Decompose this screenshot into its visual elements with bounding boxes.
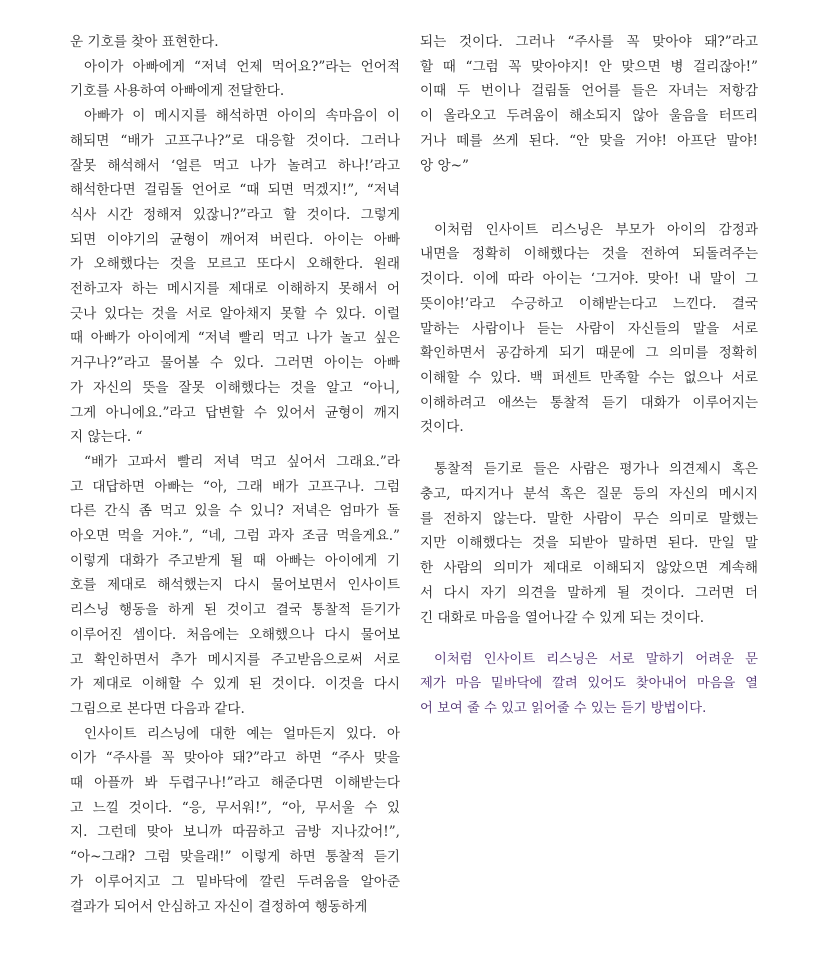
right_column-line: 앙 앙~” — [420, 157, 469, 174]
left_column-line: 이가 “주사를 꼭 맞아야 돼?”라고 하면 “주사 맞을 — [70, 750, 400, 767]
right_column-line: 이처럼 인사이트 리스닝은 서로 말하기 어려운 문 — [434, 651, 758, 667]
left_column-line: 가 제대로 이해할 수 있게 된 것이다. 이것을 다시 — [70, 676, 400, 693]
right_column-line: 확인하면서 공감하게 되기 때문에 그 의미를 정확히 — [420, 345, 758, 362]
left_column-line: 잘못 해석해서 ‘얼른 먹고 나가 놀려고 하나!’라고 — [70, 157, 400, 174]
right_column-line: 되는 것이다. 그러나 “주사를 꼭 맞아야 돼?”라고 — [420, 34, 758, 50]
left_column-line: 아오면 먹을 거야.”, “네, 그럼 과자 조금 먹을게요.” — [70, 528, 400, 544]
left_column-line: 때 아플까 봐 두렵구나!”라고 해준다면 이해받는다 — [70, 775, 400, 791]
right_column-line: 내면을 정확히 이해했다는 것을 전하여 되돌려주는 — [420, 246, 758, 263]
left_column-line: 전하고자 하는 메시지를 제대로 이해하지 못해서 어 — [70, 281, 400, 297]
right_column-line: 것이다. — [420, 419, 464, 436]
left_column-line: 가 이루어지고 그 밑바닥에 깔린 두려움을 알아준 — [70, 873, 400, 890]
right_column-line: 어 보여 줄 수 있고 읽어줄 수 있는 듣기 방법이다. — [420, 700, 707, 716]
left_column-line: 거구나?”라고 물어볼 수 있다. 그러면 아이는 아빠 — [70, 355, 400, 372]
right_column-line: 서 다시 자기 의견을 말하게 될 것이다. 그러면 더 — [420, 584, 758, 601]
right_column-line: 것이다. 이에 따라 아이는 ‘그거야. 맞아! 내 말이 그 — [420, 271, 758, 288]
right_column-line: 뜻이야!’라고 수긍하고 이해받는다고 느낀다. 결국 — [420, 295, 758, 312]
right_column-line: 거나 떼를 쓰게 된다. “안 맞을 거야! 아프단 말야! — [420, 132, 758, 149]
left_column-line: 기호를 사용하여 아빠에게 전달한다. — [70, 83, 285, 100]
left_column-line: 식사 시간 정해져 있잖니?”라고 할 것이다. 그렇게 — [70, 206, 400, 223]
right_column-line: 를 전하지 않는다. 말한 사람이 무슨 의미로 말했는 — [420, 510, 758, 527]
right_column-line: 이해할 수 있다. 백 퍼센트 만족할 수는 없으나 서로 — [420, 369, 758, 386]
left_column-line: “배가 고파서 빨리 저녁 먹고 싶어서 그래요.”라 — [84, 453, 400, 470]
left_column-line: 인사이트 리스닝에 대한 예는 얼마든지 있다. 아 — [84, 725, 400, 742]
left_column-line: 리스닝 행동을 하게 된 것이고 결국 통찰적 듣기가 — [70, 602, 400, 619]
left_column-line: 호를 제대로 해석했는지 다시 물어보면서 인사이트 — [70, 577, 400, 594]
right_column-line: 이해하려고 애쓰는 통찰적 듣기 대화가 이루어지는 — [420, 394, 758, 411]
left_column-line: 고 대답하면 아빠는 “아, 그래 배가 고프구나. 그럼 — [70, 478, 400, 495]
left_column-line: 긋나 있다는 것을 서로 알아채지 못할 수 있다. 이럴 — [70, 305, 400, 322]
left_column-line: 해석한다면 걸림돌 언어로 “때 되면 먹겠지!”, “저녁 — [70, 182, 400, 199]
left_column-line: 가 오해했다는 것을 모르고 또다시 오해한다. 원래 — [70, 256, 400, 273]
left_column-line: 결과가 되어서 안심하고 자신이 결정하여 행동하게 — [70, 898, 368, 915]
right_column-line: 통찰적 듣기로 들은 사람은 평가나 의견제시 혹은 — [434, 461, 758, 478]
right_column-line: 말하는 사람이나 듣는 사람이 자신들의 말을 서로 — [420, 320, 758, 337]
left_column-line: 그림으로 본다면 다음과 같다. — [70, 700, 245, 717]
left_column-line: “아~그래? 그럼 맞을래!” 이렇게 하면 통찰적 듣기 — [70, 849, 400, 866]
right_column-line: 충고, 따지거나 분석 혹은 질문 등의 자신의 메시지 — [420, 486, 758, 502]
left_column-line: 고 확인하면서 추가 메시지를 주고받음으로써 서로 — [70, 651, 400, 668]
right_column-line: 지만 이해했다는 것을 되받아 말하면 된다. 만일 말 — [420, 535, 758, 552]
left_column-line: 지. 그런데 맞아 보니까 따끔하고 금방 지나갔어!”, — [70, 824, 400, 841]
right_column-line: 이 올라오고 두려움이 해소되지 않아 울음을 터뜨리 — [420, 108, 758, 125]
right_column-line: 이때 두 번이나 걸림돌 언어를 들은 자녀는 저항감 — [420, 83, 758, 100]
left_column-line: 해되면 “배가 고프구나?”로 대응할 것이다. 그러나 — [70, 132, 400, 149]
left_column-line: 이루어진 셈이다. 처음에는 오해했으나 다시 물어보 — [70, 626, 400, 643]
left_column-line: 아이가 아빠에게 “저녁 언제 먹어요?”라는 언어적 — [84, 58, 400, 75]
left_column-line: 다른 간식 좀 먹고 있을 수 있니? 저녁은 엄마가 돌 — [70, 503, 400, 520]
left_column-line: 지 않는다. “ — [70, 429, 143, 446]
left_column-line: 운 기호를 찾아 표현한다. — [70, 34, 219, 50]
left_column-line: 아빠가 이 메시지를 해석하면 아이의 속마음이 이 — [84, 108, 400, 125]
left_column-line: 그게 아니에요.”라고 답변할 수 있어서 균형이 깨지 — [70, 404, 400, 421]
right_column-line: 이처럼 인사이트 리스닝은 부모가 아이의 감정과 — [434, 221, 758, 238]
left_column-line: 가 자신의 뜻을 잘못 이해했다는 것을 알고 “아니, — [70, 379, 400, 396]
right_column-line: 할 때 “그럼 꼭 맞아야지! 안 맞으면 병 걸리잖아!” — [420, 58, 758, 75]
right_column-line: 제가 마음 밑바닥에 깔려 있어도 찾아내어 마음을 열 — [420, 676, 758, 692]
left_column-line: 이렇게 대화가 주고받게 될 때 아빠는 아이에게 기 — [70, 552, 400, 569]
right_column-line: 긴 대화로 마음을 열어나갈 수 있게 되는 것이다. — [420, 609, 705, 626]
left_column-line: 때 아빠가 아이에게 “저녁 빨리 먹고 나가 놀고 싶은 — [70, 330, 400, 347]
left_column-line: 고 느낄 것이다. “응, 무서워!”, “아, 무서울 수 있 — [70, 799, 400, 816]
right_column-line: 한 사람의 의미가 제대로 이해되지 않았으면 계속해 — [420, 560, 758, 577]
left_column-line: 되면 이야기의 균형이 깨어져 버린다. 아이는 아빠 — [70, 231, 400, 248]
